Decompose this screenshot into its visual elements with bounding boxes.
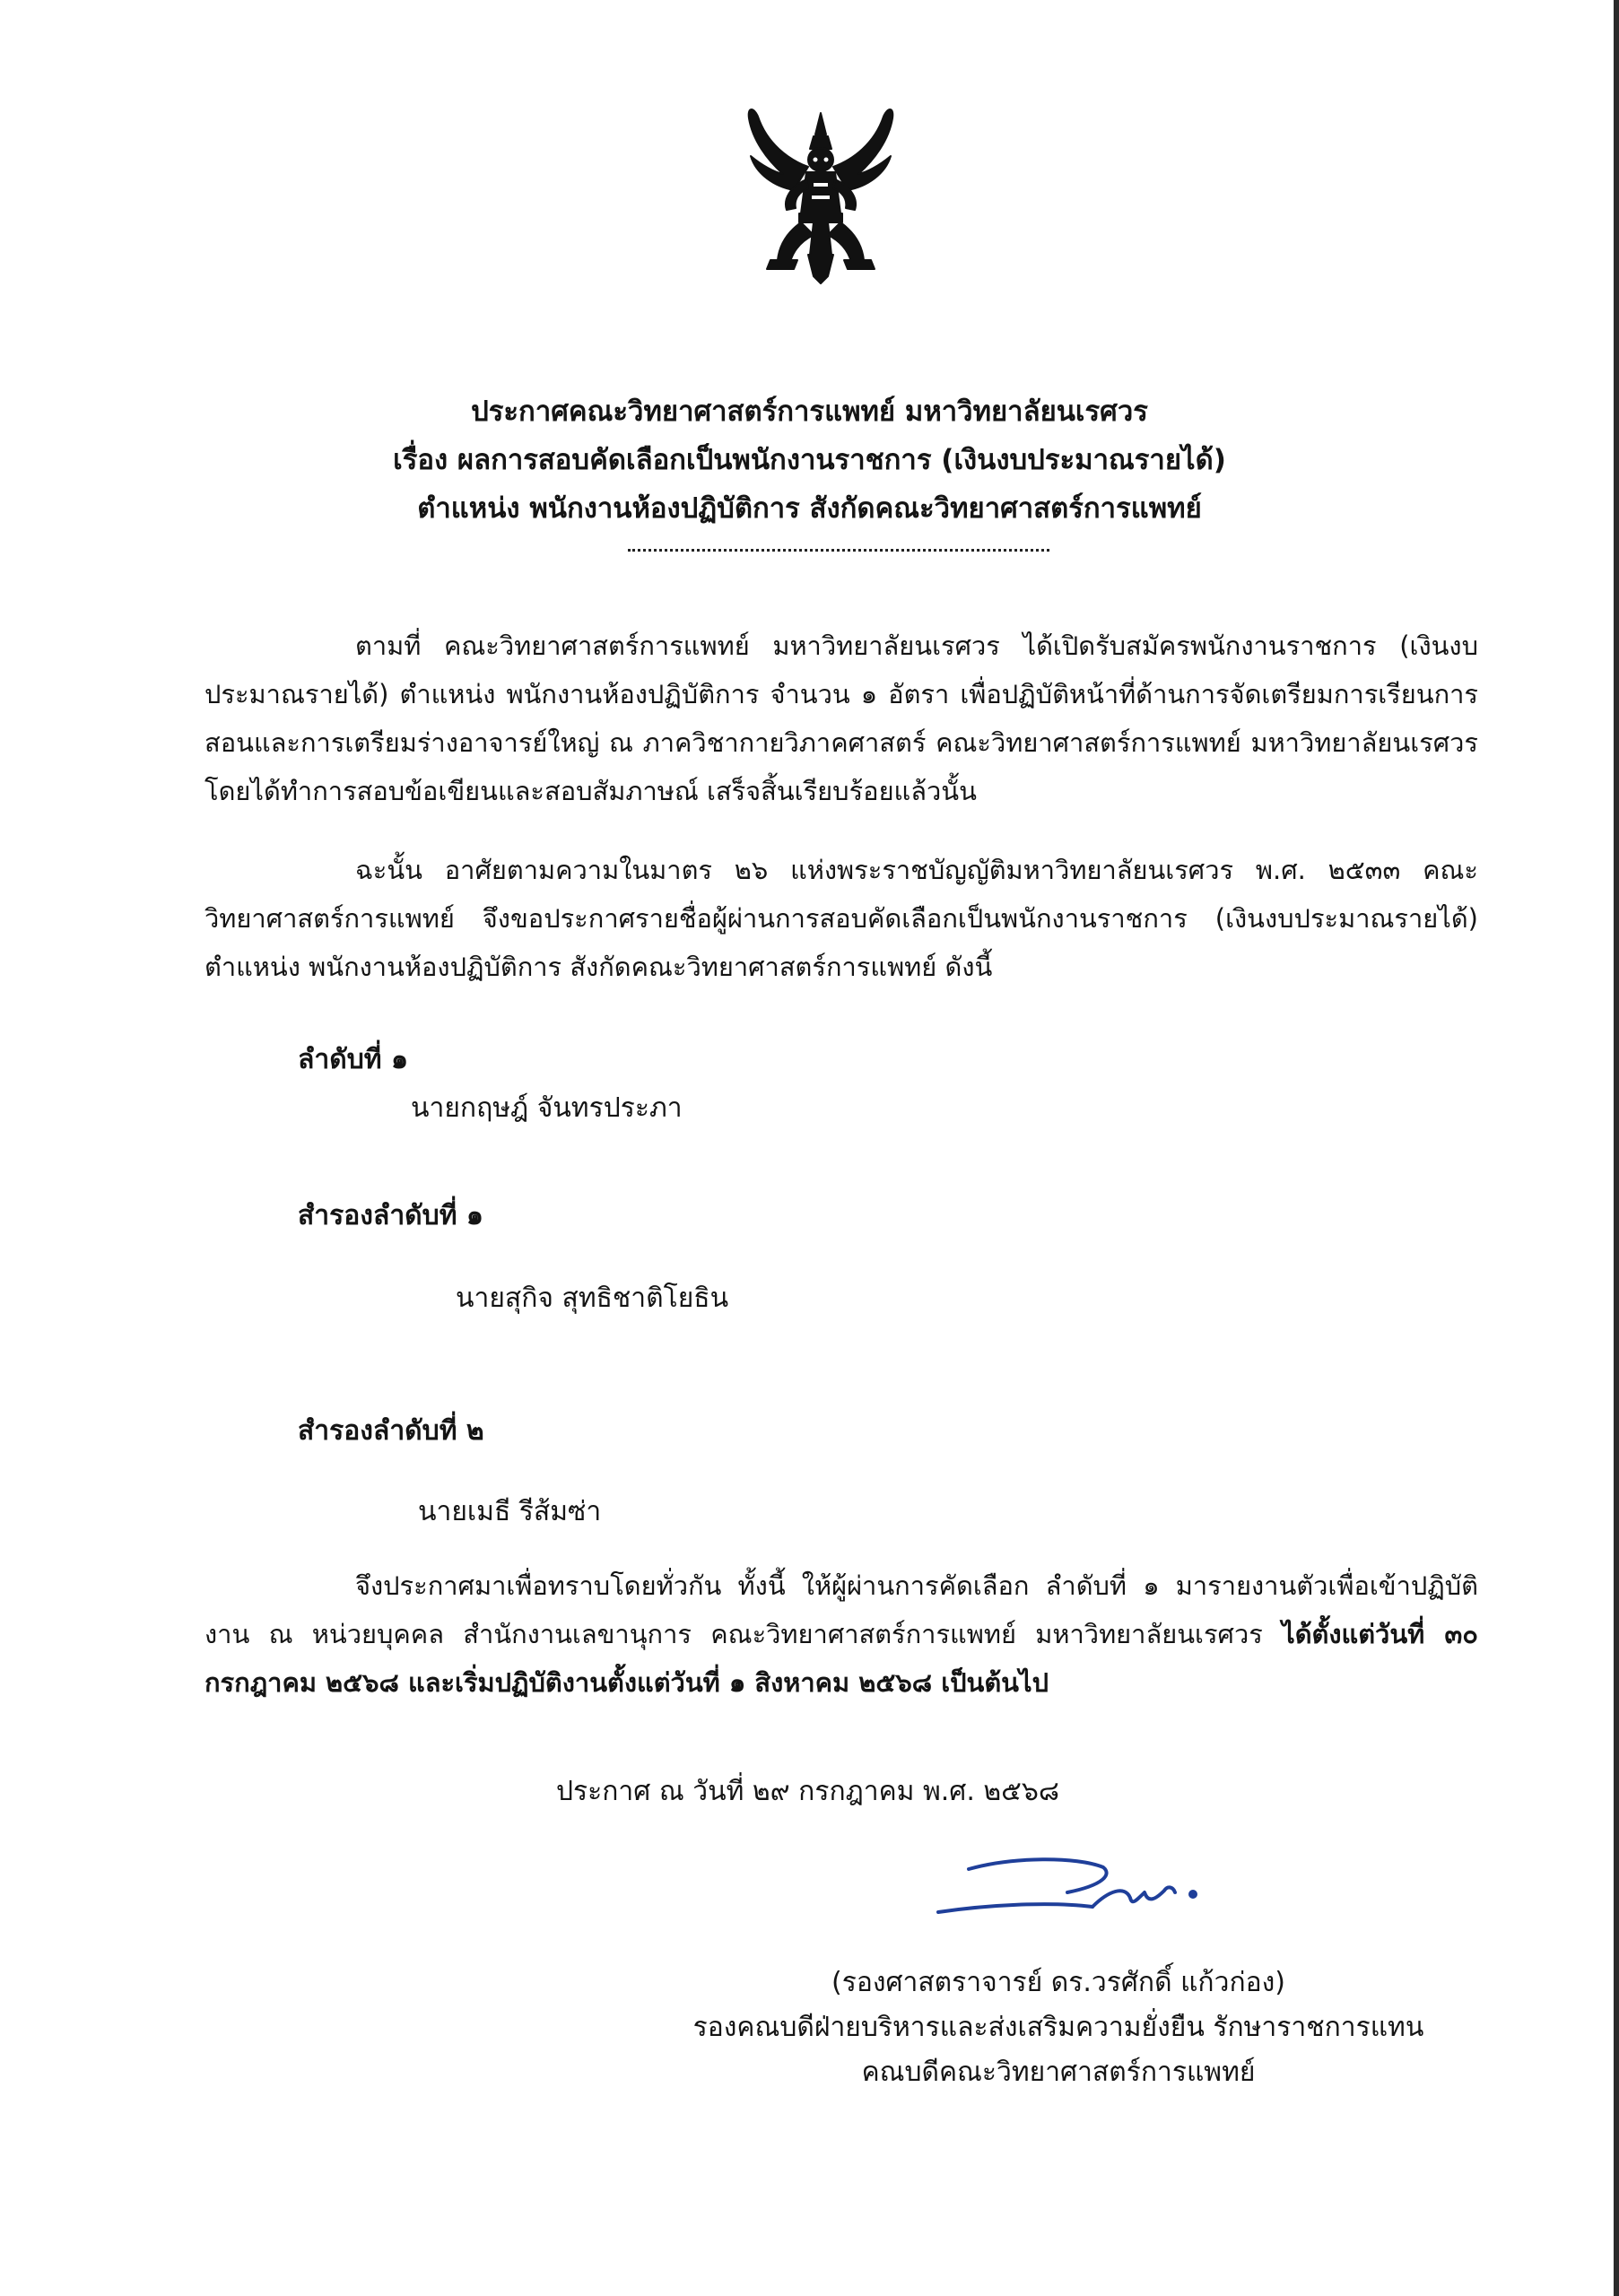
signatory-block bbox=[664, 1961, 1453, 2095]
announcement-date: ประกาศ ณ วันที่ ๒๙ กรกฎาคม พ.ศ. ๒๕๖๘ bbox=[556, 1776, 1060, 1807]
paragraph-1-text: ตามที่ คณะวิทยาศาสตร์การแพทย์ มหาวิทยาลัยนเรศวร ได้เปิดรับสมัครพนักงานราชการ (เงินงบประมาณรายได้) ตำแหน่ง พนักงานห้องปฏิบัติการ จำนวน ๑ อัตรา เพื่อปฏิบัติหน้าที่ด้านการจัดเตรียมการเรียนการสอนและการเตรียมร่างอาจารย์ใหญ่ ณ ภาควิชากายวิภาคศาสตร์ คณะวิทยาศาสตร์การแพทย์ มหาวิทยาลัยนเรศวร โดยได้ทำการสอบข้อเขียนและสอบสัมภาษณ์ เสร็จสิ้นเรียบร้อยแล้วนั้น bbox=[205, 631, 1478, 806]
title-line-2: เรื่อง ผลการสอบคัดเลือกเป็นพนักงานราชการ (เงินงบประมาณรายได้) bbox=[393, 444, 1226, 476]
reserve-label-1: สำรองลำดับที่ ๑ bbox=[298, 1200, 483, 1231]
garuda-emblem-icon bbox=[731, 97, 910, 290]
signatory-position-1: รองคณบดีฝ่ายบริหารและส่งเสริมความยั่งยืน รักษาราชการแทน bbox=[692, 2012, 1424, 2043]
reserve-label-2: สำรองลำดับที่ ๒ bbox=[298, 1415, 484, 1447]
closing-bold-text: ได้ตั้งแต่วันที่ ๓๐ กรกฎาคม ๒๕๖๘ และเริ่มปฏิบัติงานตั้งแต่วันที่ ๑ สิงหาคม ๒๕๖๘ เป็นต้นไป bbox=[205, 1619, 1478, 1698]
title-line-3: ตำแหน่ง พนักงานห้องปฏิบัติการ สังกัดคณะวิทยาศาสตร์การแพทย์ bbox=[417, 492, 1202, 525]
closing-text: จึงประกาศมาเพื่อทราบโดยทั่วกัน ทั้งนี้ ให้ผู้ผ่านการคัดเลือก ลำดับที่ ๑ มารายงานตัวเพื่อเข้าปฏิบัติงาน ณ หน่วยบุคคล สำนักงานเลขานุการ คณะวิทยาศาสตร์การแพทย์ มหาวิทยาลัยนเรศวร bbox=[205, 1570, 1478, 1649]
reserve-name-1: นายสุกิจ สุทธิชาติโยธิน bbox=[456, 1283, 729, 1314]
signatory-position-2: คณบดีคณะวิทยาศาสตร์การแพทย์ bbox=[861, 2057, 1256, 2088]
reserve-name-2: นายเมธี รีส้มซ่า bbox=[418, 1496, 602, 1527]
body-paragraph-2 bbox=[205, 846, 1478, 991]
signatory-name: (รองศาสตราจารย์ ดร.วรศักดิ์ แก้วก่อง) bbox=[831, 1967, 1285, 1998]
announcement-title bbox=[179, 387, 1440, 533]
signature bbox=[933, 1849, 1242, 1939]
scan-edge bbox=[1614, 0, 1619, 2296]
dotted-divider bbox=[628, 549, 1049, 552]
title-line-1: ประกาศคณะวิทยาศาสตร์การแพทย์ มหาวิทยาลัยนเรศวร bbox=[471, 396, 1148, 428]
body-paragraph-1 bbox=[205, 622, 1478, 815]
closing-paragraph bbox=[205, 1561, 1478, 1707]
paragraph-2-text: ฉะนั้น อาศัยตามความในมาตร ๒๖ แห่งพระราชบัญญัติมหาวิทยาลัยนเรศวร พ.ศ. ๒๕๓๓ คณะวิทยาศาสตร์การแพทย์ จึงขอประกาศรายชื่อผู้ผ่านการสอบคัดเลือกเป็นพนักงานราชการ (เงินงบประมาณรายได้) ตำแหน่ง พนักงานห้องปฏิบัติการ สังกัดคณะวิทยาศาสตร์การแพทย์ ดังนี้ bbox=[205, 855, 1478, 982]
rank-label-1: ลำดับที่ ๑ bbox=[298, 1044, 409, 1075]
rank-name-1: นายกฤษฎ์ จันทรประภา bbox=[411, 1092, 683, 1124]
